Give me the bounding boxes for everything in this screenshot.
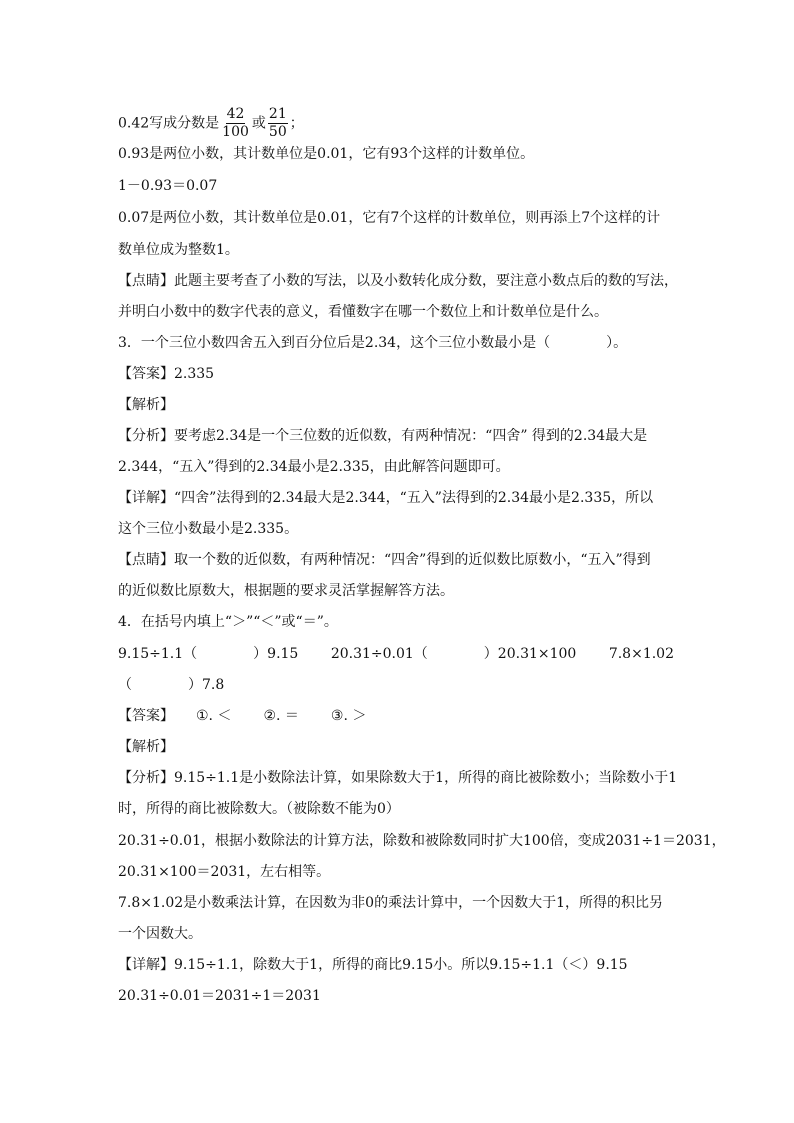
answer-4-part-2: ②. ＝ bbox=[263, 708, 299, 724]
compare-item-2: 20.31÷0.01（ ）20.31×100 bbox=[330, 646, 577, 662]
line-fraction-answer bbox=[118, 106, 304, 141]
line-29: 20.31÷0.01＝2031÷1＝2031 bbox=[118, 988, 321, 1004]
line-6-note: 【点睛】此题主要考查了小数的写法，以及小数转化成分数，要注意小数点后的数的写法， bbox=[118, 273, 678, 289]
line-3: 1－0.93＝0.07 bbox=[118, 178, 218, 194]
compare-item-1: 9.15÷1.1（ ）9.15 bbox=[118, 646, 299, 662]
answer-label: 【答案】 bbox=[118, 708, 174, 724]
line-23: 时，所得的商比被除数大。（被除数不能为0） bbox=[118, 801, 400, 817]
fraction-21-50: $\frac{21}{50}$ bbox=[268, 106, 287, 140]
line-26: 7.8×1.02是小数乘法计算，在因数为非0的乘法计算中，一个因数大于1，所得的积比另 bbox=[118, 895, 663, 911]
line-13: 【详解】“四舍”法得到的2.34最大是2.344，“五入”法得到的2.34最小是2.335，所以 bbox=[118, 490, 654, 506]
line-28: 【详解】9.15÷1.1，除数大于1，所得的商比9.15小。所以9.15÷1.1（＜）9.15 bbox=[118, 957, 628, 973]
line-11: 【分析】要考虑2.34是一个三位数的近似数，有两种情况：“四舍” 得到的2.34最大是 bbox=[118, 428, 648, 444]
compare-item-3: 7.8×1.02 bbox=[608, 646, 674, 662]
line-24: 20.31÷0.01，根据小数除法的计算方法，除数和被除数同时扩大100倍，变成2031÷1＝2031， bbox=[118, 833, 726, 849]
line-7: 并明白小数中的数字代表的意义，看懂数字在哪一个数位上和计数单位是什么。 bbox=[118, 304, 608, 320]
line-12: 2.344，“五入”得到的2.34最小是2.335，由此解答问题即可。 bbox=[118, 459, 510, 475]
question-3: 3．一个三位小数四舍五入到百分位后是2.34，这个三位小数最小是（ ）。 bbox=[118, 335, 628, 351]
line-4: 0.07是两位小数，其计数单位是0.01，它有7个这样的计数单位，则再添上7个这样的计 bbox=[118, 210, 661, 226]
line-25: 20.31×100＝2031，左右相等。 bbox=[118, 864, 331, 880]
question-4-items bbox=[118, 644, 674, 664]
line-5: 数单位成为整数1。 bbox=[118, 242, 239, 258]
line-15: 【点睛】取一个数的近似数，有两种情况：“四舍”得到的近似数比原数小，“五入”得到 bbox=[118, 552, 651, 568]
answer-4-part-3: ③. ＞ bbox=[330, 708, 367, 724]
line-16: 的近似数比原数大，根据题的要求灵活掌握解答方法。 bbox=[118, 583, 454, 599]
line-2: 0.93是两位小数，其计数单位是0.01，它有93个这样的计数单位。 bbox=[118, 146, 535, 162]
text-semicolon: ； bbox=[289, 115, 304, 132]
text-fraction-intro: 0.42写成分数是 bbox=[118, 115, 220, 132]
line-22: 【分析】9.15÷1.1是小数除法计算，如果除数大于1，所得的商比被除数小；当除数小于1 bbox=[118, 770, 677, 786]
fraction-42-100: $\frac{42}{100}$ bbox=[222, 106, 249, 140]
line-27: 一个因数大。 bbox=[118, 926, 202, 942]
answer-4-part-1: ①. ＜ bbox=[196, 708, 232, 724]
question-4: 4．在括号内填上“＞”“＜”或“＝”。 bbox=[118, 614, 338, 630]
answer-4 bbox=[118, 706, 366, 726]
analysis-heading-4: 【解析】 bbox=[118, 739, 174, 755]
line-14: 这个三位小数最小是2.335。 bbox=[118, 521, 299, 537]
line-19: （ ）7.8 bbox=[118, 677, 225, 693]
analysis-heading-3: 【解析】 bbox=[118, 397, 174, 413]
text-or: 或 bbox=[251, 115, 266, 132]
answer-3: 【答案】2.335 bbox=[118, 366, 215, 382]
